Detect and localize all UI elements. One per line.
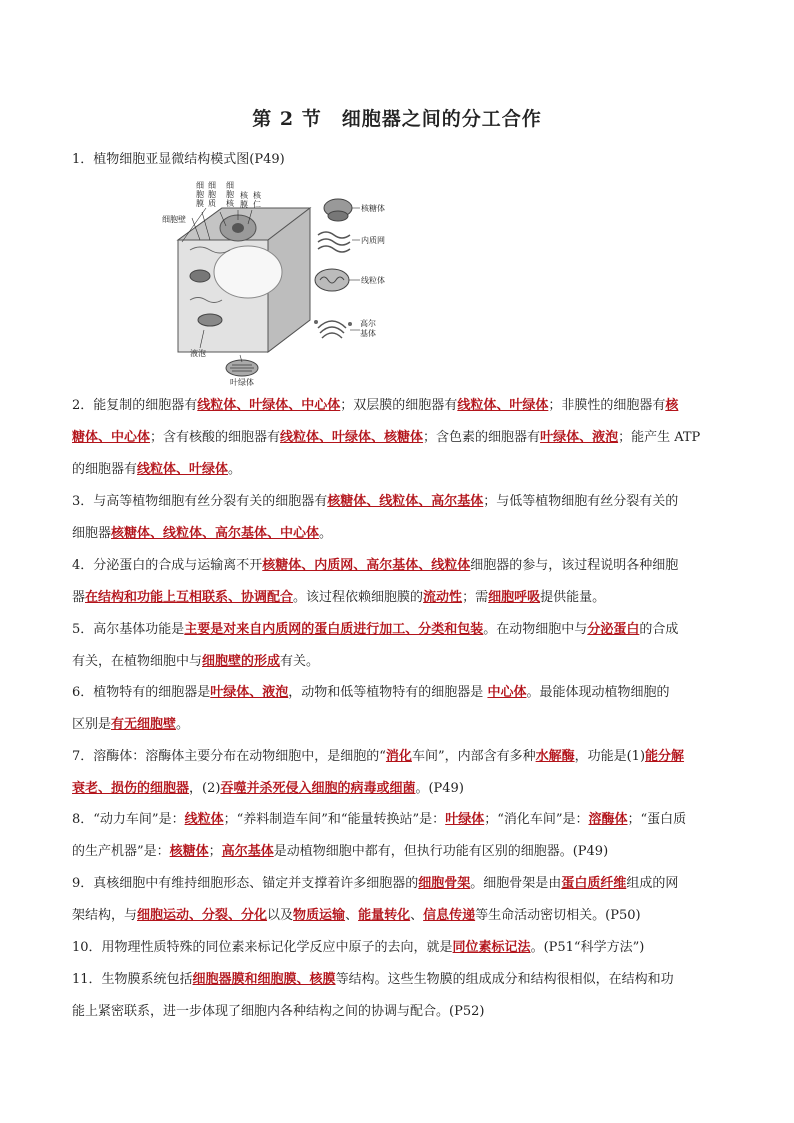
answer-text: 叶绿体 — [445, 812, 485, 827]
item-6 — [72, 677, 722, 741]
answer-text: 蛋白质纤维 — [561, 876, 627, 891]
body-text: ；“养料制造车间”和“能量转换站”是： — [223, 812, 446, 827]
body-text: 车间”，内部含有多种 — [411, 749, 536, 764]
answer-text: 细胞呼吸 — [488, 590, 541, 605]
answer-text: 在结构和功能上互相联系、协调配合 — [85, 590, 294, 605]
answer-text: 消化 — [385, 749, 412, 764]
item-1 — [72, 144, 722, 176]
text-line — [72, 804, 722, 836]
body-text: 6．植物特有的细胞器是 — [72, 685, 211, 700]
label-mitochondria: 线粒体 — [361, 276, 385, 285]
body-text: 11．生物膜系统包括 — [72, 972, 193, 987]
body-text: ；非膜性的细胞器有 — [548, 398, 666, 413]
item-10 — [72, 932, 722, 964]
answer-text: 细胞壁的形成 — [202, 654, 281, 669]
text-line — [72, 677, 722, 709]
body-text: 。 — [176, 717, 190, 732]
body-text: 是动植物细胞中都有，但执行功能有区别的细胞器。(P49) — [273, 844, 609, 859]
answer-text: 水解酶 — [535, 749, 575, 764]
body-text: 3．与高等植物细胞有丝分裂有关的细胞器有 — [72, 494, 328, 509]
item-2 — [72, 390, 722, 486]
body-text: 有关。 — [280, 654, 320, 669]
body-text: 8．“动力车间”是： — [72, 812, 185, 827]
body-text: 的合成 — [639, 622, 679, 637]
body-text: 。细胞骨架是由 — [470, 876, 562, 891]
body-text: 7．溶酶体：溶酶体主要分布在动物细胞中，是细胞的“ — [72, 749, 386, 764]
answer-text: 衰老、损伤的细胞器 — [72, 781, 190, 796]
body-text: 2．能复制的细胞器有 — [72, 398, 198, 413]
body-text: 细胞器的参与，该过程说明各种细胞 — [470, 558, 679, 573]
answer-text: 能分解 — [645, 749, 685, 764]
body-text: 。该过程依赖细胞膜的 — [293, 590, 424, 605]
body-text: 、 — [345, 908, 359, 923]
body-text: 以及 — [267, 908, 294, 923]
answer-text: 线粒体、叶绿体、核糖体 — [280, 430, 424, 445]
body-text: 9．真核细胞中有维持细胞形态、锚定并支撑着许多细胞器的 — [72, 876, 419, 891]
answer-text: 流动性 — [423, 590, 463, 605]
label-cell-wall: 细胞壁 — [162, 215, 186, 224]
answer-text: 线粒体 — [184, 812, 224, 827]
item-3 — [72, 486, 722, 550]
answer-text: 核糖体、线粒体、高尔基体 — [327, 494, 484, 509]
answer-text: 细胞运动、分裂、分化 — [137, 908, 268, 923]
label-cell-membrane: 细胞膜 — [196, 181, 204, 208]
item-9 — [72, 868, 722, 932]
cell-diagram — [160, 180, 410, 390]
answer-text: 高尔基体 — [221, 844, 274, 859]
body-text: ；需 — [462, 590, 489, 605]
text-line — [72, 486, 722, 518]
body-text: 。在动物细胞中与 — [483, 622, 588, 637]
body-text: 有关，在植物细胞中与 — [72, 654, 203, 669]
answer-text: 信息传递 — [423, 908, 476, 923]
item-8 — [72, 804, 722, 868]
body-text: 。(P51“科学方法”) — [530, 940, 645, 955]
body-text: 架结构，与 — [72, 908, 138, 923]
body-text: ；含有核酸的细胞器有 — [150, 430, 281, 445]
answer-text: 线粒体、叶绿体、中心体 — [197, 398, 341, 413]
body-text: ； — [208, 844, 222, 859]
answer-text: 叶绿体、液泡 — [540, 430, 619, 445]
text-line — [72, 144, 722, 176]
text-line — [72, 550, 722, 582]
golgi-drawing — [314, 320, 352, 338]
answer-text: 线粒体、叶绿体 — [137, 462, 229, 477]
answer-text: 有无细胞壁 — [111, 717, 177, 732]
answer-text: 溶酶体 — [588, 812, 628, 827]
body-text: 。 — [228, 462, 242, 477]
label-nucleolus: 核仁 — [253, 191, 261, 209]
answer-text: 核糖体、内质网、高尔基体、线粒体 — [262, 558, 471, 573]
body-text: 4．分泌蛋白的合成与运输离不开 — [72, 558, 263, 573]
body-text: 5．高尔基体功能是 — [72, 622, 185, 637]
label-vacuole: 液泡 — [190, 349, 206, 358]
text-line — [72, 741, 722, 773]
text-line — [72, 582, 722, 614]
body-text: 细胞器 — [72, 526, 112, 541]
body-text: 组成的网 — [626, 876, 679, 891]
mitochondria-drawing — [315, 269, 349, 291]
answer-text: 线粒体、叶绿体 — [457, 398, 549, 413]
text-line — [72, 422, 722, 454]
ribosome-drawing — [324, 199, 352, 221]
body-text: ；能产生 ATP — [618, 430, 701, 445]
text-line — [72, 709, 722, 741]
answer-text: 吞噬并杀死侵入细胞的病毒或细菌 — [220, 781, 416, 796]
body-text: 1．植物细胞亚显微结构模式图(P49) — [72, 152, 285, 167]
answer-text: 主要是对来自内质网的蛋白质进行加工、分类和包装 — [184, 622, 484, 637]
page-title: 第 2 节 细胞器之间的分工合作 — [252, 108, 542, 130]
text-line — [72, 836, 722, 868]
item-7 — [72, 741, 722, 805]
label-chloroplast: 叶绿体 — [230, 378, 254, 387]
answer-text: 核糖体 — [169, 844, 209, 859]
answer-text: 核糖体、线粒体、高尔基体、中心体 — [111, 526, 320, 541]
text-line — [72, 614, 722, 646]
text-line — [72, 996, 722, 1028]
label-ribosome: 核糖体 — [361, 204, 385, 213]
text-line — [72, 390, 722, 422]
body-text: 提供能量。 — [540, 590, 606, 605]
item-4 — [72, 550, 722, 614]
plant-cell-drawing — [178, 208, 310, 352]
body-text: ，(2) — [189, 781, 221, 796]
label-golgi: 高尔基体 — [360, 319, 376, 338]
body-text: 的生产机器”是： — [72, 844, 170, 859]
body-text: ，动物和低等植物特有的细胞器是 — [288, 685, 488, 700]
text-line — [72, 964, 722, 996]
text-line — [72, 646, 722, 678]
body-text: ；含色素的细胞器有 — [423, 430, 541, 445]
text-line — [72, 773, 722, 805]
label-er: 内质网 — [361, 236, 385, 245]
body-text: 区别是 — [72, 717, 112, 732]
text-line — [72, 454, 722, 486]
body-text: 能上紧密联系，进一步体现了细胞内各种结构之间的协调与配合。(P52) — [72, 1004, 485, 1019]
label-nucleus: 细胞核 — [226, 181, 234, 208]
label-cytoplasm: 细胞质 — [208, 181, 216, 208]
body-text: 、 — [410, 908, 424, 923]
answer-text: 核 — [665, 398, 679, 413]
answer-text: 同位素标记法 — [452, 940, 531, 955]
text-line — [72, 932, 722, 964]
er-drawing — [318, 232, 350, 252]
text-line — [72, 518, 722, 550]
body-text: 等结构。这些生物膜的组成成分和结构很相似，在结构和功 — [335, 972, 674, 987]
body-text: 等生命活动密切相关。(P50) — [475, 908, 641, 923]
answer-text: 中心体 — [487, 685, 527, 700]
body-text: ；与低等植物细胞有丝分裂有关的 — [483, 494, 679, 509]
item-5 — [72, 614, 722, 678]
text-line — [72, 868, 722, 900]
body-text: ；“蛋白质 — [627, 812, 687, 827]
body-text: ，功能是(1) — [574, 749, 646, 764]
answer-text: 叶绿体、液泡 — [210, 685, 289, 700]
answer-text: 能量转化 — [358, 908, 411, 923]
chloroplast-drawing — [226, 360, 258, 376]
answer-text: 分泌蛋白 — [587, 622, 640, 637]
answer-text: 糖体、中心体 — [72, 430, 151, 445]
text-line — [72, 900, 722, 932]
body-text: 器 — [72, 590, 86, 605]
label-nuclear-membrane: 核膜 — [240, 191, 248, 209]
body-text: 。 — [319, 526, 333, 541]
body-text: 10．用物理性质特殊的同位素来标记化学反应中原子的去向，就是 — [72, 940, 453, 955]
body-text: 的细胞器有 — [72, 462, 138, 477]
body-text: 。最能体现动植物细胞的 — [526, 685, 670, 700]
answer-text: 细胞骨架 — [418, 876, 471, 891]
body-text: ；“消化车间”是： — [484, 812, 589, 827]
answer-text: 细胞器膜和细胞膜、核膜 — [192, 972, 336, 987]
item-11 — [72, 964, 722, 1028]
body-text: ；双层膜的细胞器有 — [340, 398, 458, 413]
answer-text: 物质运输 — [293, 908, 346, 923]
body-text: 。(P49) — [415, 781, 464, 796]
